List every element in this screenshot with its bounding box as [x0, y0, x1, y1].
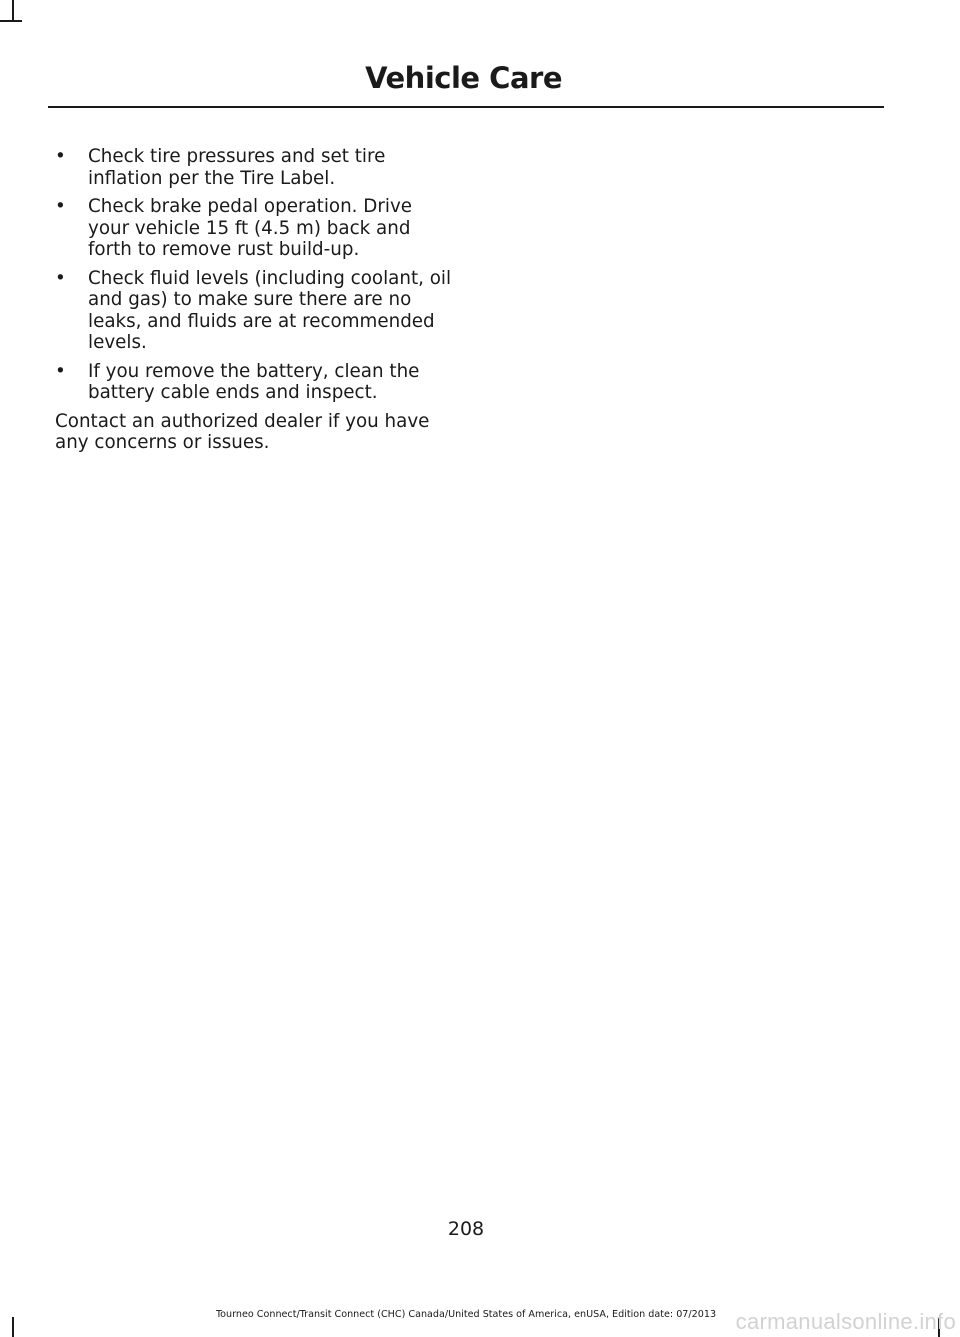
- list-item-text: If you remove the battery, clean the battery cable ends and inspect.: [88, 360, 420, 403]
- bullet-icon: •: [55, 196, 66, 217]
- list-item: [55, 268, 455, 354]
- list-item: [55, 361, 455, 404]
- edition-footer: Tourneo Connect/Transit Connect (CHC) Canada/United States of America, enUSA, Edition date: 07/2013: [215, 1309, 717, 1320]
- bullet-icon: •: [55, 360, 66, 382]
- list-item-text: Check brake pedal operation. Drive your vehicle 15 ft (4.5 m) back and forth to remove rust build-up.: [88, 196, 413, 260]
- list-item-text: Check tire pressures and set tire inflation per the Tire Label.: [88, 146, 386, 189]
- bullet-icon: •: [55, 146, 66, 167]
- main-content: [55, 146, 455, 454]
- page-number: 208: [447, 1218, 485, 1240]
- closing-paragraph: Contact an authorized dealer if you have any concerns or issues.: [55, 410, 430, 453]
- crop-mark-top-left-vertical: [12, 0, 14, 22]
- watermark: carmanualsonline.info: [735, 1309, 956, 1334]
- list-item-text: Check fluid levels (including coolant, oil and gas) to make sure there are no leaks, and fluids are at recommended levels.: [88, 267, 452, 353]
- crop-mark-top-left-horizontal: [0, 20, 22, 22]
- header-divider: [48, 106, 884, 108]
- bullet-icon: •: [55, 267, 66, 289]
- list-item: [55, 146, 455, 189]
- checklist: [55, 146, 455, 404]
- page-title: Vehicle Care: [365, 61, 562, 95]
- list-item: [55, 196, 455, 261]
